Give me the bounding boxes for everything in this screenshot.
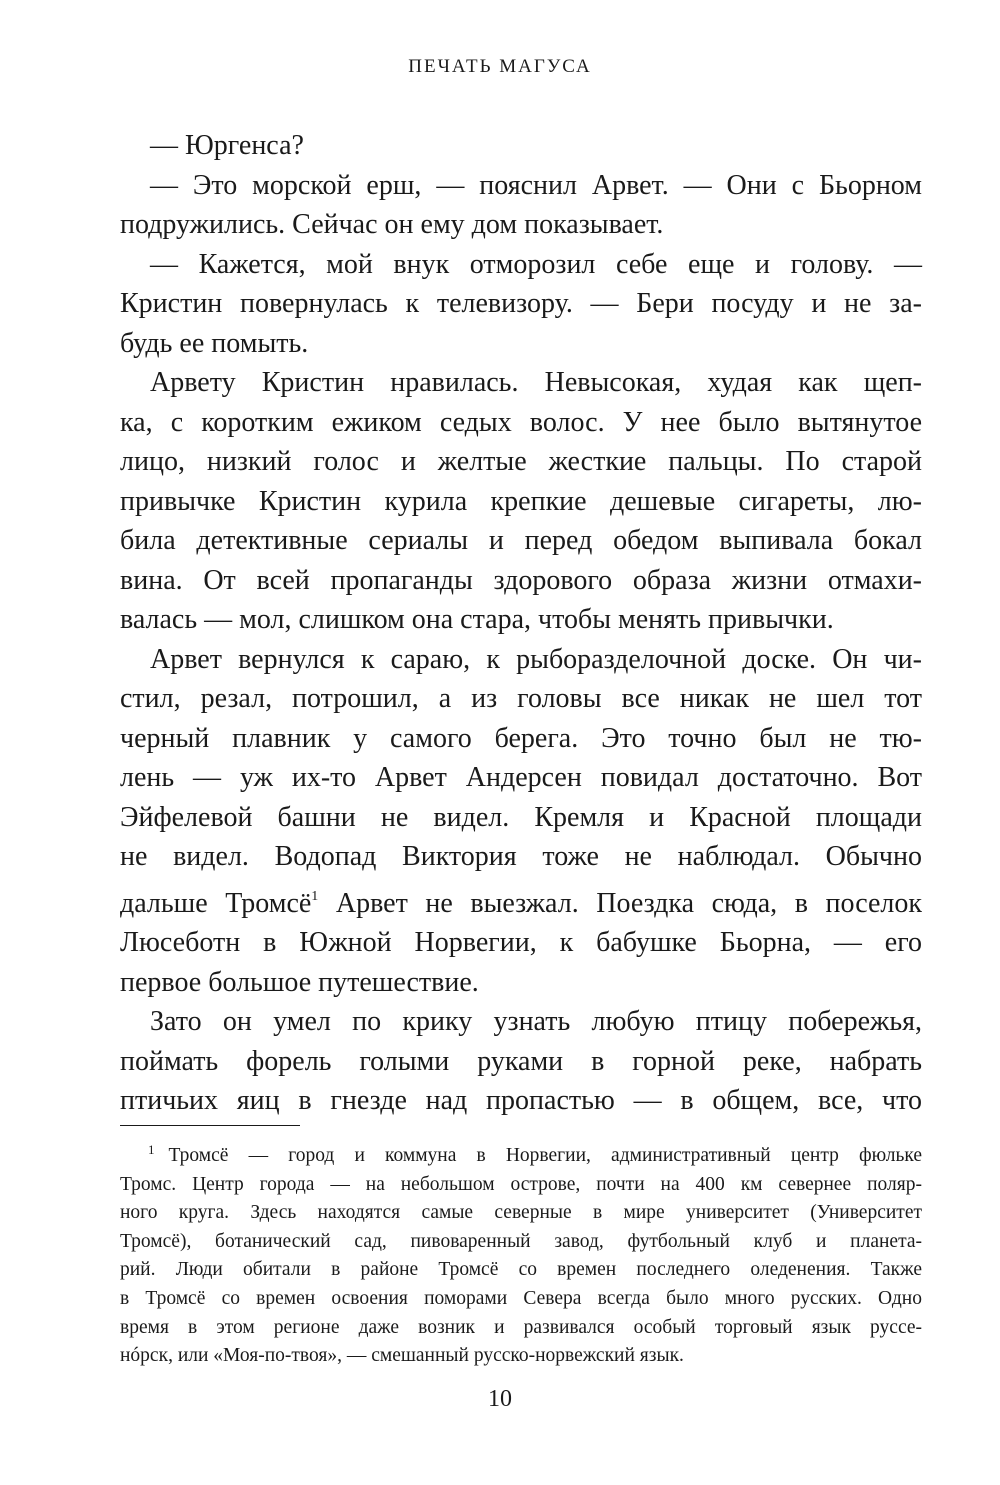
page-number: 10 <box>488 1386 512 1412</box>
text-line: Зато он умел по крику узнать любую птицу побережья, <box>150 1006 922 1037</box>
footnote-line: ного круга. Здесь находятся самые северные в мире университет (Университет <box>120 1202 922 1224</box>
footnote-line: нóрск, или «Моя-по-твоя», — смешанный русско-норвежский язык. <box>120 1345 684 1367</box>
footnote-line: в Тромсё со времен освоения поморами Севера всегда было много русских. Одно <box>120 1287 922 1309</box>
footnote-divider <box>120 1125 300 1126</box>
text-line: ка, с коротким ежиком седых волос. У нее было вытянутое <box>120 406 922 438</box>
text-line: — Это морской ерш, — пояснил Арвет. — Они с Бьорном <box>150 169 922 201</box>
text-line: вина. От всей пропаганды здорового образа жизни отмахи- <box>120 564 922 596</box>
text-line: поймать форель голыми руками в горной реке, набрать <box>120 1045 922 1077</box>
text-line: — Кажется, мой внук отморозил себе еще и голову. — <box>150 248 922 280</box>
text-line: Арвет вернулся к сараю, к рыборазделочной доске. Он чи- <box>150 643 922 675</box>
text-line: валась — мол, слишком она стара, чтобы менять привычки. <box>120 604 834 635</box>
text-fragment: Арвет не выезжал. Поездка сюда, в поселок <box>318 887 922 919</box>
footnote-line <box>120 1136 922 1171</box>
footnote-reference: 1 <box>311 888 319 904</box>
text-line: подружились. Сейчас он ему дом показывает. <box>120 209 664 240</box>
footnote <box>120 1136 922 1371</box>
running-head: ПЕЧАТЬ МАГУСА <box>408 56 592 77</box>
text-line: Арвету Кристин нравилась. Невысокая, худая как щеп- <box>150 367 922 398</box>
text-line-with-footnote <box>120 877 922 924</box>
text-line: Эйфелевой башни не видел. Кремля и Красной площади <box>120 801 922 833</box>
footnote-line: Тромсё), ботанический сад, пивоваренный завод, футбольный клуб и планета- <box>120 1230 922 1252</box>
text-line: черный плавник у самого берега. Это точно был не тю- <box>120 722 922 754</box>
text-line: лень — уж их-то Арвет Андерсен повидал достаточно. Вот <box>120 762 922 793</box>
text-line: привычке Кристин курила крепкие дешевые сигареты, лю- <box>120 485 922 517</box>
text-line: птичьих яиц в гнезде над пропастью — в общем, все, что <box>120 1085 922 1116</box>
text-line: будь ее помыть. <box>120 327 309 359</box>
body-text <box>120 126 922 1121</box>
text-line: стил, резал, потрошил, а из головы все никак не шел тот <box>120 683 922 714</box>
text-line: лицо, низкий голос и желтые жесткие пальцы. По старой <box>120 446 922 477</box>
footnote-line: рий. Люди обитали в районе Тромсё со времен последнего оледенения. Также <box>120 1259 922 1281</box>
text-line: Кристин повернулась к телевизору. — Бери посуду и не за- <box>120 288 922 319</box>
text-line: — Юргенса? <box>150 130 304 161</box>
text-fragment: дальше Тромсё <box>120 887 312 919</box>
footnote-line: время в этом регионе даже возник и развивался особый торговый язык руссе- <box>120 1316 922 1338</box>
text-line: Люсеботн в Южной Норвегии, к бабушке Бьорна, — его <box>120 927 922 958</box>
footnote-text: Тромсё — город и коммуна в Норвегии, административный центр фюльке <box>168 1145 922 1166</box>
text-line: не видел. Водопад Виктория тоже не наблюдал. Обычно <box>120 841 922 872</box>
footnote-line: Тромс. Центр города — на небольшом острове, почти на 400 км севернее поляр- <box>120 1173 922 1195</box>
text-line: первое большое путешествие. <box>120 966 479 998</box>
footnote-number: 1 <box>148 1142 155 1157</box>
text-line: била детективные сериалы и перед обедом выпивала бокал <box>120 525 922 556</box>
